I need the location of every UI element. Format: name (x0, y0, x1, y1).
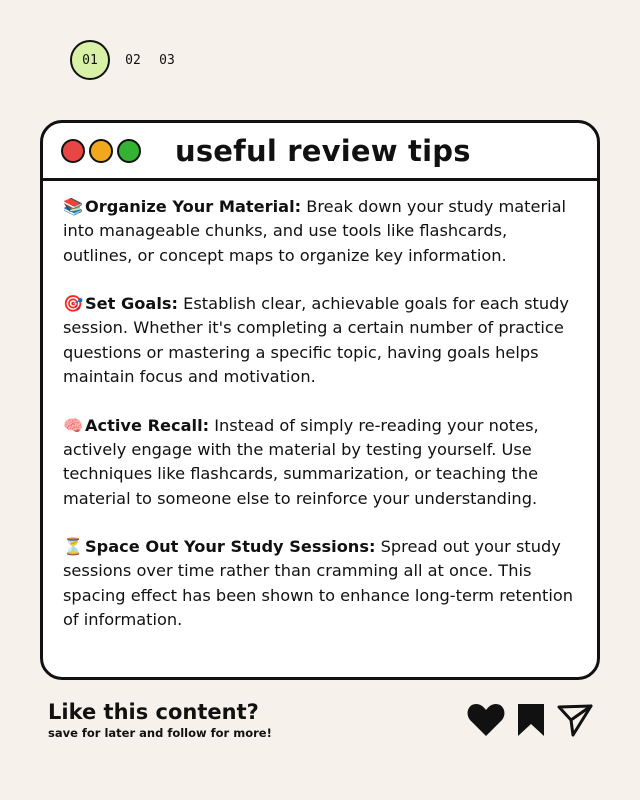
tip-item (63, 292, 579, 389)
tip-title: Organize Your Material: (85, 197, 302, 216)
tip-text: Spread out your study sessions over time rather than cramming all at once. This spacing effect has been shown to enhance long-term retention of information. (63, 537, 574, 630)
window-controls (61, 139, 141, 163)
hourglass-icon: ⏳ (63, 537, 84, 557)
page-number: 01 (82, 52, 98, 68)
card-header (43, 123, 597, 181)
maximize-dot-icon (117, 139, 141, 163)
pagination (70, 40, 178, 80)
close-dot-icon (61, 139, 85, 163)
page-indicator[interactable]: 03 (159, 52, 175, 68)
page-indicator-active[interactable] (70, 40, 110, 80)
books-icon: 📚 (63, 197, 84, 216)
tip-text: Instead of simply re-reading your notes, actively engage with the material by testing yourself. Use techniques like flashcards, summarization, or teaching the material to someone else to reinforce your understanding. (63, 415, 539, 508)
tip-text: Establish clear, achievable goals for each study session. Whether it's completing a certain number of practice questions or mastering a specific topic, having goals helps maintain focus and motivation. (63, 294, 569, 387)
cta-heading: Like this content? (48, 700, 259, 724)
tips-card (40, 120, 600, 680)
cta-subtext: save for later and follow for more! (48, 726, 272, 740)
tip-item (63, 195, 579, 268)
bookmark-icon[interactable] (516, 702, 546, 738)
heart-icon[interactable] (466, 702, 506, 738)
tip-title: Active Recall: (85, 415, 210, 435)
tip-item (63, 535, 579, 632)
tip-text: Break down your study material into manageable chunks, and use tools like flashcards, outlines, or concept maps to organize key information. (63, 197, 567, 265)
minimize-dot-icon (89, 139, 113, 163)
page-indicator[interactable]: 02 (125, 52, 141, 68)
footer (48, 700, 272, 740)
brain-icon: 🧠 (63, 415, 84, 435)
target-icon: 🎯 (63, 294, 84, 314)
tip-item (63, 414, 579, 511)
card-body (43, 181, 597, 632)
send-icon[interactable] (556, 702, 594, 738)
action-icons (466, 702, 594, 738)
tip-title: Space Out Your Study Sessions: (85, 537, 376, 557)
tip-title: Set Goals: (85, 294, 178, 314)
card-title: useful review tips (175, 133, 471, 168)
